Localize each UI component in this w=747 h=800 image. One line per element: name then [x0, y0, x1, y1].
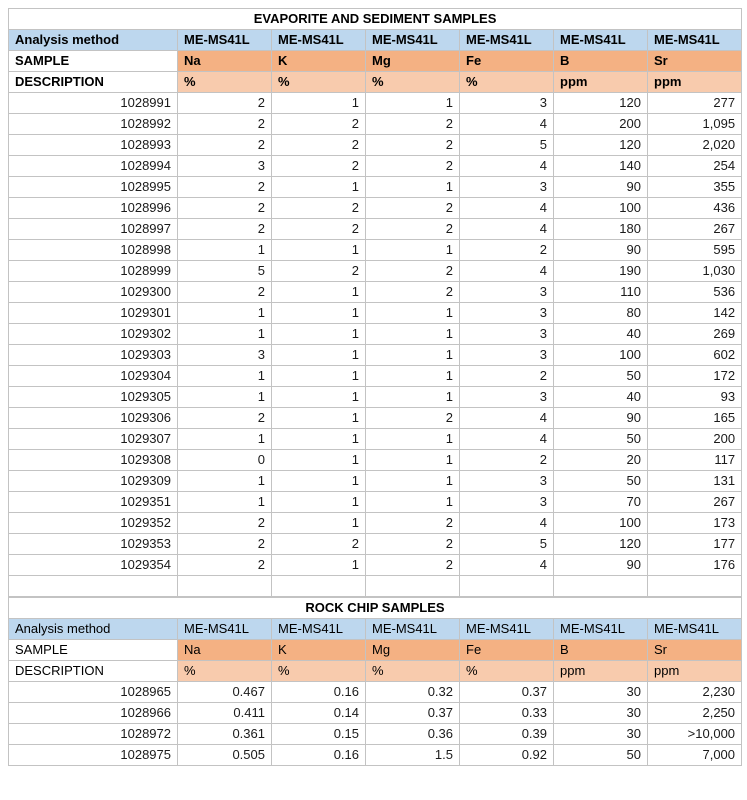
value-cell: 1.5 [366, 745, 460, 766]
value-cell: 4 [460, 114, 554, 135]
empty-cell [648, 576, 742, 597]
value-cell: 1 [366, 429, 460, 450]
section-title-row [9, 598, 742, 619]
table-row [9, 366, 742, 387]
value-cell: 4 [460, 261, 554, 282]
table-row [9, 282, 742, 303]
value-cell: 0.16 [272, 682, 366, 703]
value-cell: 2 [366, 198, 460, 219]
sample-header-row [9, 51, 742, 72]
value-cell: 1 [366, 303, 460, 324]
description-value-cell: % [366, 661, 460, 682]
value-cell: 1 [272, 177, 366, 198]
value-cell: 1 [272, 513, 366, 534]
table-row [9, 303, 742, 324]
sample-id-cell: 1028972 [9, 724, 178, 745]
table-row [9, 429, 742, 450]
value-cell: 1 [272, 240, 366, 261]
sample-id-cell: 1029307 [9, 429, 178, 450]
value-cell: 2 [272, 261, 366, 282]
rock-chip-table [8, 597, 742, 766]
table-row [9, 703, 742, 724]
value-cell: 2,250 [648, 703, 742, 724]
description-value-cell: % [178, 661, 272, 682]
value-cell: 7,000 [648, 745, 742, 766]
value-cell: 0.37 [460, 682, 554, 703]
table-row [9, 135, 742, 156]
value-cell: 1 [366, 177, 460, 198]
value-cell: 2 [366, 513, 460, 534]
description-value-cell: ppm [648, 72, 742, 93]
analysis-value-cell: ME-MS41L [460, 619, 554, 640]
value-cell: 1 [366, 366, 460, 387]
analysis-value-cell: ME-MS41L [554, 30, 648, 51]
empty-cell [460, 576, 554, 597]
table-row [9, 408, 742, 429]
value-cell: 1 [272, 303, 366, 324]
table-row [9, 219, 742, 240]
table-row [9, 114, 742, 135]
sample-id-cell: 1028997 [9, 219, 178, 240]
value-cell: 602 [648, 345, 742, 366]
analysis-value-cell: ME-MS41L [366, 30, 460, 51]
analysis-value-cell: ME-MS41L [178, 619, 272, 640]
analysis-value-cell: ME-MS41L [648, 619, 742, 640]
value-cell: 1 [178, 429, 272, 450]
value-cell: 1,030 [648, 261, 742, 282]
value-cell: 3 [460, 471, 554, 492]
table-row [9, 682, 742, 703]
value-cell: 0.14 [272, 703, 366, 724]
sample-id-cell: 1028999 [9, 261, 178, 282]
value-cell: 90 [554, 177, 648, 198]
description-value-cell: ppm [554, 72, 648, 93]
sample-id-cell: 1029305 [9, 387, 178, 408]
table-row [9, 93, 742, 114]
value-cell: 2,020 [648, 135, 742, 156]
table-row [9, 513, 742, 534]
sample-id-cell: 1028994 [9, 156, 178, 177]
description-value-cell: ppm [554, 661, 648, 682]
value-cell: 1 [272, 387, 366, 408]
sample-id-cell: 1028965 [9, 682, 178, 703]
value-cell: 0.16 [272, 745, 366, 766]
value-cell: 2 [178, 219, 272, 240]
value-cell: 2 [272, 198, 366, 219]
value-cell: 90 [554, 555, 648, 576]
description-value-cell: % [366, 72, 460, 93]
empty-cell [554, 576, 648, 597]
value-cell: 200 [554, 114, 648, 135]
value-cell: 142 [648, 303, 742, 324]
value-cell: 1 [366, 324, 460, 345]
table-row [9, 261, 742, 282]
sample-id-cell: 1029306 [9, 408, 178, 429]
analysis-value-cell: ME-MS41L [366, 619, 460, 640]
value-cell: 1,095 [648, 114, 742, 135]
empty-cell [9, 576, 178, 597]
sample-value-cell: Sr [648, 640, 742, 661]
value-cell: 1 [178, 240, 272, 261]
sample-id-cell: 1029352 [9, 513, 178, 534]
table-row [9, 492, 742, 513]
section-rock-chip [8, 597, 747, 766]
analysis-value-cell: ME-MS41L [272, 619, 366, 640]
value-cell: 70 [554, 492, 648, 513]
value-cell: 2 [272, 156, 366, 177]
value-cell: 20 [554, 450, 648, 471]
value-cell: 2 [366, 114, 460, 135]
value-cell: 2 [272, 534, 366, 555]
analysis-value-cell: ME-MS41L [178, 30, 272, 51]
value-cell: 1 [178, 366, 272, 387]
sample-id-cell: 1029302 [9, 324, 178, 345]
sample-value-cell: K [272, 640, 366, 661]
section-title: ROCK CHIP SAMPLES [9, 598, 742, 619]
sample-value-cell: Fe [460, 640, 554, 661]
value-cell: 1 [272, 93, 366, 114]
value-cell: 1 [178, 303, 272, 324]
table-row [9, 387, 742, 408]
table-row [9, 450, 742, 471]
table-row [9, 534, 742, 555]
value-cell: 0.505 [178, 745, 272, 766]
description-row-label: DESCRIPTION [9, 72, 178, 93]
value-cell: 3 [460, 324, 554, 345]
value-cell: 200 [648, 429, 742, 450]
empty-cell [272, 576, 366, 597]
value-cell: 536 [648, 282, 742, 303]
value-cell: 2,230 [648, 682, 742, 703]
value-cell: 1 [272, 429, 366, 450]
table-row [9, 324, 742, 345]
value-cell: 2 [178, 513, 272, 534]
sample-id-cell: 1028996 [9, 198, 178, 219]
analysis-row-label: Analysis method [9, 30, 178, 51]
value-cell: 2 [366, 282, 460, 303]
value-cell: 4 [460, 156, 554, 177]
value-cell: 50 [554, 366, 648, 387]
description-header-row [9, 661, 742, 682]
value-cell: 2 [366, 219, 460, 240]
value-cell: 4 [460, 555, 554, 576]
sample-value-cell: K [272, 51, 366, 72]
value-cell: 355 [648, 177, 742, 198]
sample-id-cell: 1029354 [9, 555, 178, 576]
sample-value-cell: B [554, 640, 648, 661]
table-row [9, 177, 742, 198]
value-cell: 1 [366, 93, 460, 114]
value-cell: >10,000 [648, 724, 742, 745]
value-cell: 0.32 [366, 682, 460, 703]
section-evaporite-and-sediment [8, 8, 747, 597]
value-cell: 0.36 [366, 724, 460, 745]
sample-id-cell: 1028966 [9, 703, 178, 724]
sample-id-cell: 1029353 [9, 534, 178, 555]
value-cell: 1 [272, 471, 366, 492]
value-cell: 2 [178, 93, 272, 114]
section-title-row [9, 9, 742, 30]
value-cell: 2 [366, 555, 460, 576]
value-cell: 0.15 [272, 724, 366, 745]
value-cell: 120 [554, 534, 648, 555]
value-cell: 120 [554, 135, 648, 156]
sample-value-cell: Sr [648, 51, 742, 72]
empty-cell [178, 576, 272, 597]
value-cell: 30 [554, 682, 648, 703]
table-row [9, 555, 742, 576]
section-title: EVAPORITE AND SEDIMENT SAMPLES [9, 9, 742, 30]
value-cell: 4 [460, 513, 554, 534]
value-cell: 2 [460, 450, 554, 471]
value-cell: 180 [554, 219, 648, 240]
value-cell: 3 [460, 93, 554, 114]
value-cell: 131 [648, 471, 742, 492]
value-cell: 0.33 [460, 703, 554, 724]
empty-row [9, 576, 742, 597]
value-cell: 177 [648, 534, 742, 555]
value-cell: 277 [648, 93, 742, 114]
value-cell: 1 [366, 492, 460, 513]
sample-id-cell: 1029304 [9, 366, 178, 387]
sample-row-label: SAMPLE [9, 51, 178, 72]
value-cell: 2 [178, 282, 272, 303]
description-row-label: DESCRIPTION [9, 661, 178, 682]
value-cell: 1 [272, 324, 366, 345]
value-cell: 2 [366, 261, 460, 282]
value-cell: 267 [648, 219, 742, 240]
value-cell: 5 [460, 135, 554, 156]
table-row [9, 156, 742, 177]
value-cell: 100 [554, 345, 648, 366]
value-cell: 2 [366, 135, 460, 156]
value-cell: 2 [272, 114, 366, 135]
sample-id-cell: 1028995 [9, 177, 178, 198]
value-cell: 176 [648, 555, 742, 576]
table-row [9, 745, 742, 766]
sample-value-cell: B [554, 51, 648, 72]
sample-value-cell: Fe [460, 51, 554, 72]
sample-header-row [9, 640, 742, 661]
value-cell: 2 [272, 135, 366, 156]
sample-value-cell: Mg [366, 640, 460, 661]
value-cell: 30 [554, 703, 648, 724]
value-cell: 3 [460, 492, 554, 513]
value-cell: 40 [554, 324, 648, 345]
value-cell: 3 [460, 282, 554, 303]
value-cell: 4 [460, 198, 554, 219]
table-row [9, 345, 742, 366]
value-cell: 1 [272, 345, 366, 366]
value-cell: 1 [366, 345, 460, 366]
value-cell: 93 [648, 387, 742, 408]
value-cell: 0.411 [178, 703, 272, 724]
value-cell: 0 [178, 450, 272, 471]
value-cell: 190 [554, 261, 648, 282]
sample-id-cell: 1029309 [9, 471, 178, 492]
table-row [9, 724, 742, 745]
value-cell: 1 [272, 408, 366, 429]
value-cell: 5 [178, 261, 272, 282]
value-cell: 1 [366, 450, 460, 471]
value-cell: 2 [178, 135, 272, 156]
value-cell: 2 [178, 408, 272, 429]
value-cell: 3 [178, 156, 272, 177]
value-cell: 3 [460, 177, 554, 198]
value-cell: 50 [554, 745, 648, 766]
sample-value-cell: Na [178, 51, 272, 72]
value-cell: 1 [272, 282, 366, 303]
description-value-cell: ppm [648, 661, 742, 682]
value-cell: 173 [648, 513, 742, 534]
description-value-cell: % [272, 72, 366, 93]
value-cell: 3 [178, 345, 272, 366]
value-cell: 80 [554, 303, 648, 324]
value-cell: 436 [648, 198, 742, 219]
value-cell: 100 [554, 513, 648, 534]
value-cell: 3 [460, 303, 554, 324]
value-cell: 0.467 [178, 682, 272, 703]
value-cell: 0.361 [178, 724, 272, 745]
table-row [9, 471, 742, 492]
value-cell: 2 [366, 408, 460, 429]
value-cell: 1 [272, 555, 366, 576]
evaporite-sediment-table-body [9, 9, 742, 597]
empty-cell [366, 576, 460, 597]
description-value-cell: % [460, 72, 554, 93]
value-cell: 50 [554, 429, 648, 450]
sample-id-cell: 1029301 [9, 303, 178, 324]
value-cell: 0.92 [460, 745, 554, 766]
value-cell: 4 [460, 429, 554, 450]
sample-id-cell: 1028991 [9, 93, 178, 114]
description-value-cell: % [460, 661, 554, 682]
table-row [9, 198, 742, 219]
analysis-header-row [9, 30, 742, 51]
value-cell: 3 [460, 387, 554, 408]
value-cell: 2 [460, 240, 554, 261]
evaporite-sediment-table [8, 8, 742, 597]
sample-id-cell: 1028998 [9, 240, 178, 261]
sample-id-cell: 1028992 [9, 114, 178, 135]
value-cell: 172 [648, 366, 742, 387]
value-cell: 1 [178, 492, 272, 513]
sample-id-cell: 1029351 [9, 492, 178, 513]
value-cell: 1 [366, 240, 460, 261]
value-cell: 1 [272, 450, 366, 471]
value-cell: 30 [554, 724, 648, 745]
sample-id-cell: 1028993 [9, 135, 178, 156]
value-cell: 2 [460, 366, 554, 387]
value-cell: 2 [178, 198, 272, 219]
sample-id-cell: 1029303 [9, 345, 178, 366]
sample-row-label: SAMPLE [9, 640, 178, 661]
value-cell: 0.37 [366, 703, 460, 724]
rock-chip-table-body [9, 598, 742, 766]
value-cell: 1 [178, 471, 272, 492]
analysis-header-row [9, 619, 742, 640]
value-cell: 165 [648, 408, 742, 429]
value-cell: 1 [178, 324, 272, 345]
value-cell: 1 [366, 387, 460, 408]
value-cell: 267 [648, 492, 742, 513]
analysis-value-cell: ME-MS41L [272, 30, 366, 51]
value-cell: 2 [366, 534, 460, 555]
analysis-row-label: Analysis method [9, 619, 178, 640]
value-cell: 1 [178, 387, 272, 408]
value-cell: 4 [460, 408, 554, 429]
description-value-cell: % [178, 72, 272, 93]
value-cell: 269 [648, 324, 742, 345]
sample-value-cell: Na [178, 640, 272, 661]
value-cell: 2 [178, 555, 272, 576]
value-cell: 1 [366, 471, 460, 492]
sample-id-cell: 1029308 [9, 450, 178, 471]
description-value-cell: % [272, 661, 366, 682]
value-cell: 2 [366, 156, 460, 177]
analysis-value-cell: ME-MS41L [648, 30, 742, 51]
value-cell: 595 [648, 240, 742, 261]
value-cell: 120 [554, 93, 648, 114]
value-cell: 40 [554, 387, 648, 408]
value-cell: 50 [554, 471, 648, 492]
value-cell: 90 [554, 240, 648, 261]
analysis-value-cell: ME-MS41L [554, 619, 648, 640]
value-cell: 2 [272, 219, 366, 240]
value-cell: 117 [648, 450, 742, 471]
value-cell: 2 [178, 534, 272, 555]
value-cell: 4 [460, 219, 554, 240]
description-header-row [9, 72, 742, 93]
value-cell: 90 [554, 408, 648, 429]
analysis-value-cell: ME-MS41L [460, 30, 554, 51]
value-cell: 5 [460, 534, 554, 555]
value-cell: 0.39 [460, 724, 554, 745]
sample-id-cell: 1029300 [9, 282, 178, 303]
value-cell: 1 [272, 492, 366, 513]
value-cell: 100 [554, 198, 648, 219]
value-cell: 1 [272, 366, 366, 387]
value-cell: 2 [178, 177, 272, 198]
value-cell: 140 [554, 156, 648, 177]
value-cell: 2 [178, 114, 272, 135]
table-row [9, 240, 742, 261]
value-cell: 3 [460, 345, 554, 366]
value-cell: 110 [554, 282, 648, 303]
sample-value-cell: Mg [366, 51, 460, 72]
value-cell: 254 [648, 156, 742, 177]
sample-id-cell: 1028975 [9, 745, 178, 766]
